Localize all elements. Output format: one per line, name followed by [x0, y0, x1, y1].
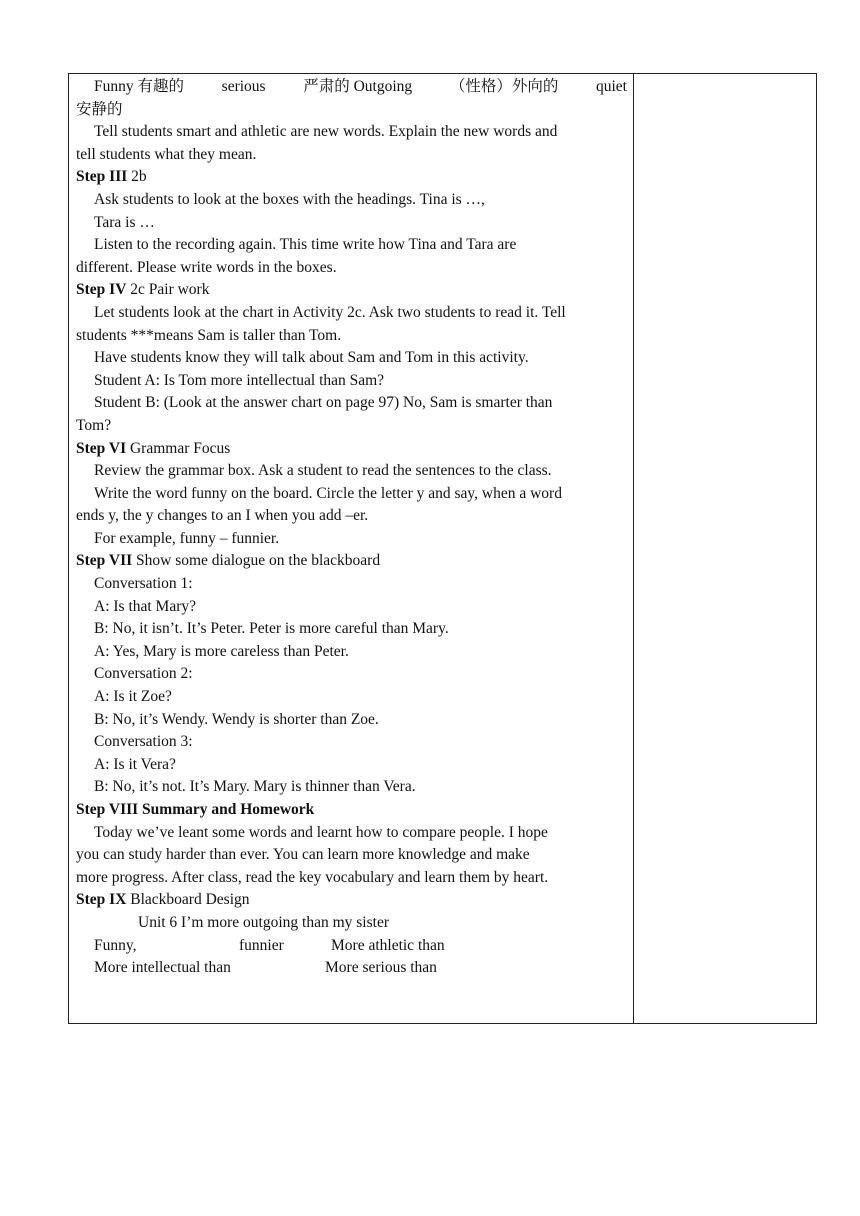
- dialogue-line: B: No, it isn’t. It’s Peter. Peter is more careful than Mary.: [94, 620, 449, 638]
- paragraph-line: Student B: (Look at the answer chart on page 97) No, Sam is smarter than: [94, 394, 553, 412]
- blackboard-row: [76, 935, 627, 958]
- step-label: Step IV: [76, 281, 127, 299]
- paragraph-line: Ask students to look at the boxes with the headings. Tina is …,: [94, 190, 485, 208]
- vocab-word: Funny: [94, 78, 134, 95]
- blackboard-item: More intellectual than: [94, 959, 231, 977]
- blackboard-item: funnier: [239, 936, 284, 954]
- paragraph-line: you can study harder than ever. You can learn more knowledge and make: [76, 846, 530, 864]
- step-title: 2b: [131, 168, 147, 186]
- paragraph-line: Have students know they will talk about Sam and Tom in this activity.: [94, 349, 529, 367]
- paragraph-line: Write the word funny on the board. Circle the letter y and say, when a word: [94, 484, 562, 502]
- lesson-content: [76, 76, 627, 980]
- step-label: Step VII: [76, 552, 133, 570]
- step-title: Show some dialogue on the blackboard: [136, 552, 381, 570]
- step-heading: [76, 889, 627, 912]
- dialogue-line: Conversation 2:: [94, 665, 193, 683]
- paragraph-line: [76, 121, 627, 144]
- paragraph-line: tell students what they mean.: [76, 145, 257, 163]
- blackboard-title: Unit 6 I’m more outgoing than my sister: [138, 913, 389, 931]
- column-divider: [633, 74, 634, 1023]
- dialogue-line: A: Is it Zoe?: [94, 688, 172, 706]
- step-title: Blackboard Design: [130, 891, 250, 909]
- paragraph-line: ends y, the y changes to an I when you add –er.: [76, 507, 369, 525]
- dialogue-line: Conversation 3:: [94, 733, 193, 751]
- dialogue-line: A: Is it Vera?: [94, 755, 176, 773]
- step-label: Step VI: [76, 439, 127, 457]
- paragraph-line: Review the grammar box. Ask a student to read the sentences to the class.: [94, 462, 552, 480]
- step-heading: [76, 438, 627, 461]
- dialogue-line: B: No, it’s Wendy. Wendy is shorter than Zoe.: [94, 710, 379, 728]
- step-heading: [76, 799, 627, 822]
- vocab-meaning: （性格）外向的: [449, 78, 559, 95]
- blackboard-item: Funny,: [94, 936, 137, 954]
- blackboard-item: More athletic than: [331, 936, 445, 954]
- paragraph-line: Listen to the recording again. This time write how Tina and Tara are: [94, 236, 517, 254]
- vocab-word: quiet: [595, 78, 627, 95]
- step-label: Step VIII Summary and Homework: [76, 801, 315, 818]
- vocab-meaning: 有趣的: [137, 78, 185, 95]
- step-heading: [76, 166, 627, 189]
- dialogue-line: A: Yes, Mary is more careless than Peter.: [94, 642, 349, 660]
- vocab-meaning-wrap: 安静的: [76, 100, 123, 118]
- paragraph-line: more progress. After class, read the key vocabulary and learn them by heart.: [76, 868, 549, 886]
- paragraph-line: different. Please write words in the boxes.: [76, 258, 337, 276]
- text: Tell students smart and athletic are new words. Explain the new words and: [94, 123, 558, 141]
- paragraph-line: Student A: Is Tom more intellectual than Sam?: [94, 371, 385, 389]
- vocab-word: Outgoing: [353, 78, 413, 95]
- dialogue-line: Conversation 1:: [94, 575, 193, 593]
- step-title: 2c Pair work: [130, 281, 210, 299]
- paragraph-line: Let students look at the chart in Activity 2c. Ask two students to read it. Tell: [94, 303, 566, 321]
- dialogue-line: A: Is that Mary?: [94, 597, 197, 615]
- lesson-table: [68, 73, 817, 1024]
- step-label: Step IX: [76, 891, 127, 909]
- blackboard-item: More serious than: [325, 959, 437, 977]
- paragraph-line: Tom?: [76, 416, 112, 434]
- step-heading: [76, 279, 627, 302]
- dialogue-line: B: No, it’s not. It’s Mary. Mary is thinner than Vera.: [94, 778, 416, 796]
- step-label: Step III: [76, 168, 128, 186]
- paragraph-line: students ***means Sam is taller than Tom.: [76, 326, 342, 344]
- vocab-meaning: 严肃的: [303, 78, 350, 95]
- vocab-word: serious: [221, 78, 266, 95]
- blackboard-row: [76, 957, 627, 980]
- paragraph-line: Tara is …: [94, 213, 155, 231]
- paragraph-line: For example, funny – funnier.: [94, 529, 280, 547]
- step-title: Grammar Focus: [129, 439, 231, 457]
- vocab-line: [76, 76, 627, 99]
- paragraph-line: Today we’ve leant some words and learnt how to compare people. I hope: [94, 823, 548, 841]
- step-heading: [76, 550, 627, 573]
